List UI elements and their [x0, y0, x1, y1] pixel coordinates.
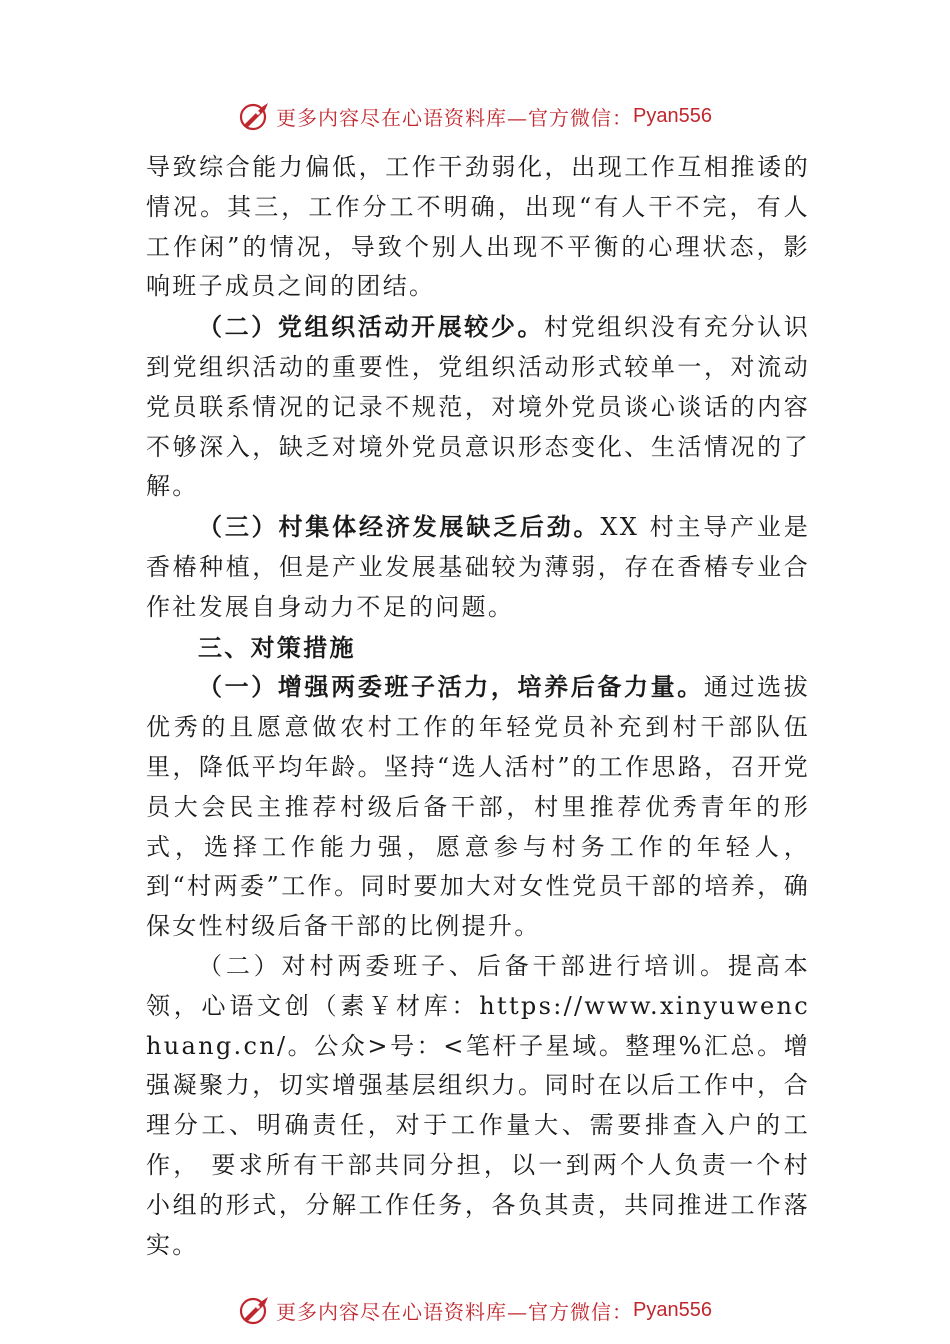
paragraph-3: [146, 507, 810, 627]
banner-text: 更多内容尽在心语资料库—官方微信：: [276, 105, 634, 130]
section-heading-3: 三、对策措施: [198, 632, 356, 662]
pen-nib-logo-icon: [238, 1293, 272, 1327]
paragraph-1: 导致综合能力偏低，工作干劲弱化，出现工作互相推诿的情况。其三，工作分工不明确，出现“有人干不完，有人工作闲”的情况，导致个别人出现不平衡的心理状态，影响班子成员之间的团结。: [146, 153, 810, 301]
paragraph-4: [146, 667, 810, 947]
paragraph-3-text: XX 村主导产业是香椿种植，但是产业发展基础较为薄弱，存在香椿专业合作社发展自身动力不足的问题。: [146, 513, 810, 621]
banner-wechat-id: Pyan556: [633, 104, 712, 127]
paragraph-2-text: 村党组织没有充分认识到党组织活动的重要性，党组织活动形式较单一，对流动党员联系情况的记录不规范，对境外党员谈心谈话的内容不够深入，缺乏对境外党员意识形态变化、生活情况的了解。: [146, 313, 810, 501]
document-body: [146, 148, 810, 1265]
paragraph-2: [146, 307, 810, 507]
header-banner: [0, 96, 950, 136]
paragraph-5: （二）对村两委班子、后备干部进行培训。提高本领，心语文创（素￥材库：https://www.xinyuwenchuang.cn/。公众>号：<笔杆子星域。整理%汇总。增强凝聚力，切实增强基层组织力。同时在以后工作中，合理分工、明确责任，对于工作量大、需要排查入户的工作， 要求所有干部共同分担，以一到两个人负责一个村小组的形式，分解工作任务，各负其责，共同推进工作落实。: [146, 951, 810, 1259]
footer-banner: [0, 1290, 950, 1330]
paragraph-4-text: 通过选拔优秀的且愿意做农村工作的年轻党员补充到村干部队伍里，降低平均年龄。坚持“选人活村”的工作思路，召开党员大会民主推荐村级后备干部，村里推荐优秀青年的形式，选择工作能力强，愿意参与村务工作的年轻人，到“村两委”工作。同时要加大对女性党员干部的培养，确保女性村级后备干部的比例提升。: [146, 673, 810, 941]
banner-text: 更多内容尽在心语资料库—官方微信：: [276, 1299, 634, 1324]
banner-wechat-id: Pyan556: [633, 1298, 712, 1321]
paragraph-4-lead: （一）增强两委班子活力，培养后备力量。: [198, 672, 704, 702]
paragraph-3-lead: （三）村集体经济发展缺乏后劲。: [198, 512, 601, 542]
pen-nib-logo-icon: [238, 99, 272, 133]
paragraph-2-lead: （二）党组织活动开展较少。: [198, 312, 545, 342]
